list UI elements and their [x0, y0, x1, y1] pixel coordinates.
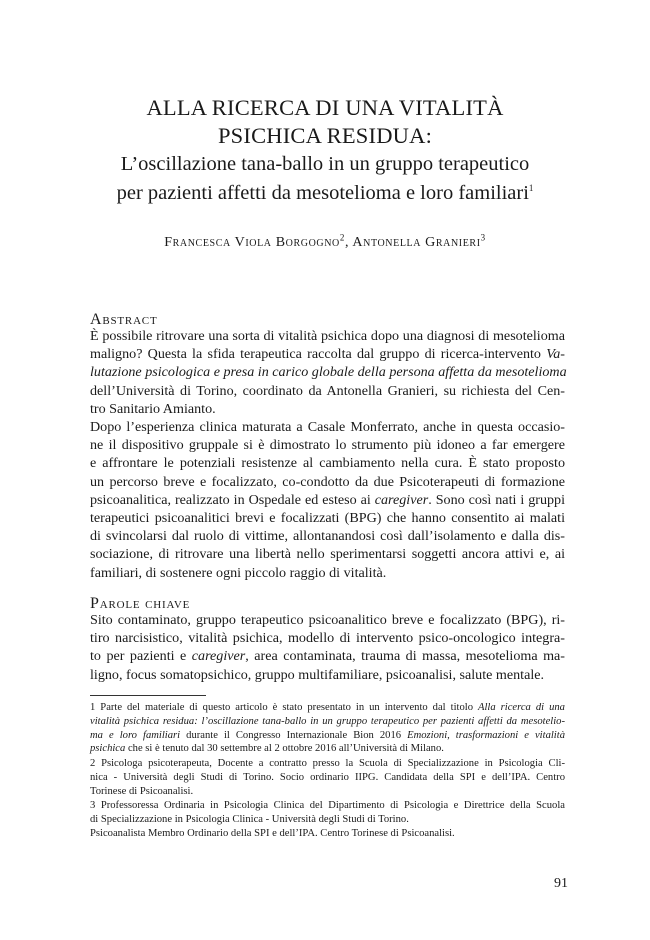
abstract-line: un percorso breve e focalizzato, co-condotto da due Psicoterapeuti di formazione: [90, 473, 565, 490]
keywords-line: [90, 647, 565, 665]
abstract-heading: Abstract: [90, 311, 158, 328]
footnote-line: [90, 701, 565, 715]
abstract-italic: Va-: [546, 346, 566, 363]
abstract-line: ne il dispositivo gruppale si è dimostrato lo strumento più idoneo a far emergere: [90, 437, 565, 454]
keywords-heading: Parole chiave: [90, 595, 191, 612]
author-name: Antonella Granieri: [352, 235, 481, 250]
keywords-italic: caregiver: [191, 648, 246, 665]
footnote-italic: ma e loro familiari: [90, 729, 181, 741]
footnote-line: nica - Università degli Studi di Torino. Socio ordinario IIPG. Candidata della SPI e dell’IPA. Centro: [90, 771, 565, 783]
keywords-text: to per pazienti e: [90, 648, 187, 665]
footnote-2: [90, 757, 565, 798]
author-list: [60, 232, 590, 251]
footnote-line: [90, 742, 565, 756]
abstract-line: tro Sanitario Amianto.: [90, 400, 216, 417]
footnote-3: [90, 799, 565, 840]
footnote-line: [90, 715, 565, 729]
abstract-line: e affrontare le potenziali resistenze al cambiamento nella cura. È stato proposto: [90, 455, 565, 472]
footnote-text: durante il Congresso Internazionale Bion 2016: [180, 729, 402, 741]
abstract-line: terapeutici psicoanalitici brevi e focalizzati (BPG) che hanno consentito ai malati: [90, 510, 565, 527]
abstract-body: [90, 327, 565, 582]
abstract-italic: caregiver: [374, 491, 429, 508]
footnote-line: 2 Psicologa psicoterapeuta, Docente a contratto presso la Scuola di Specializzazione in Psicologia Cli-: [90, 758, 565, 769]
footnote-italic: psichica: [90, 743, 126, 755]
footnote-line: Torinese di Psicoanalisi.: [90, 785, 194, 797]
keywords-body: [90, 611, 565, 684]
abstract-line: dell’Università di Torino, coordinato da Antonella Granieri, su richiesta del Cen-: [90, 382, 565, 399]
abstract-line: sociazione, di ritrovare una libertà nello sperimentarsi soggetti ancora attivi e, ai: [90, 546, 565, 563]
keywords-text: , area contaminata, trauma di massa, mesotelioma ma-: [245, 648, 565, 665]
article-title: [60, 94, 590, 208]
abstract-line: [90, 363, 565, 381]
author-separator: ,: [344, 235, 353, 250]
subtitle-line-1: L’oscillazione tana-ballo in un gruppo terapeutico: [120, 153, 530, 175]
title-line-2: PSICHICA RESIDUA:: [217, 123, 433, 148]
footnote-text: 1 Parte del materiale di questo articolo è stato presentato in un intervento dal titolo: [90, 702, 473, 713]
footnote-italic: vitalità psichica residua: l’oscillazione tana-ballo in un gruppo terapeutico per pazienti affetti da mesotelio-: [90, 715, 565, 727]
keywords-line: ligno, focus somatopsichico, gruppo multifamiliare, psicoanalisi, salute mentale.: [90, 666, 545, 683]
footnote-line: di Specializzazione in Psicologia Clinica - Università degli Studi di Torino.: [90, 813, 409, 825]
footnote-ref-1[interactable]: 1: [528, 183, 534, 194]
abstract-text: psicoanalitica, realizzato in Ospedale ed esteso ai: [90, 491, 371, 508]
abstract-line: [90, 345, 565, 363]
footnote-line: [90, 729, 565, 743]
footnote-ref-3[interactable]: 3: [480, 232, 486, 243]
abstract-text: maligno? Questa la sfida terapeutica raccolta dal gruppo di ricerca-intervento: [90, 346, 541, 363]
abstract-line: familiari, di sostenere ogni piccolo raggio di vitalità.: [90, 564, 387, 581]
subtitle-line-2-text: per pazienti affetti da mesotelioma e loro familiari: [116, 182, 529, 204]
footnote-text: che si è tenuto dal 30 settembre al 2 ottobre 2016 all’Università di Milano.: [125, 743, 444, 755]
footnote-1: [90, 701, 565, 756]
title-line-1: ALLA RICERCA DI UNA VITALITÀ: [146, 95, 504, 120]
footnote-divider: [90, 695, 206, 696]
footnote-ref-2[interactable]: 2: [339, 232, 345, 243]
subtitle-line-2: [60, 179, 590, 208]
abstract-italic: lutazione psicologica e presa in carico globale della persona affetta da mesotelioma: [90, 364, 567, 381]
keywords-line: tiro narcisistico, vitalità psichica, modello di intervento psico-oncologico integra-: [90, 630, 565, 647]
abstract-line: [90, 491, 565, 509]
page-number: 91: [554, 876, 568, 891]
abstract-text: . Sono così nati i gruppi: [428, 491, 566, 508]
footnote-italic: Alla ricerca di una: [478, 702, 565, 713]
footnote-line: Psicoanalista Membro Ordinario della SPI e dell’IPA. Centro Torinese di Psicoanalisi.: [90, 827, 455, 839]
footnote-italic: Emozioni, trasformazioni e vitalità: [407, 729, 565, 741]
footnote-line: 3 Professoressa Ordinaria in Psicologia Clinica del Dipartimento di Psicologia e Direttrice della Scuola: [90, 800, 565, 811]
abstract-line: È possibile ritrovare una sorta di vitalità psichica dopo una diagnosi di mesotelioma: [90, 328, 565, 344]
keywords-line: Sito contaminato, gruppo terapeutico psicoanalitico breve e focalizzato (BPG), ri-: [90, 612, 565, 628]
abstract-line: di svincolarsi dal ruolo di vittime, allontanandosi così dall’isolamento e dalla dis-: [90, 528, 565, 545]
abstract-line: Dopo l’esperienza clinica maturata a Casale Monferrato, anche in questa occasio-: [90, 419, 565, 436]
author-name: Francesca Viola Borgogno: [164, 235, 340, 250]
